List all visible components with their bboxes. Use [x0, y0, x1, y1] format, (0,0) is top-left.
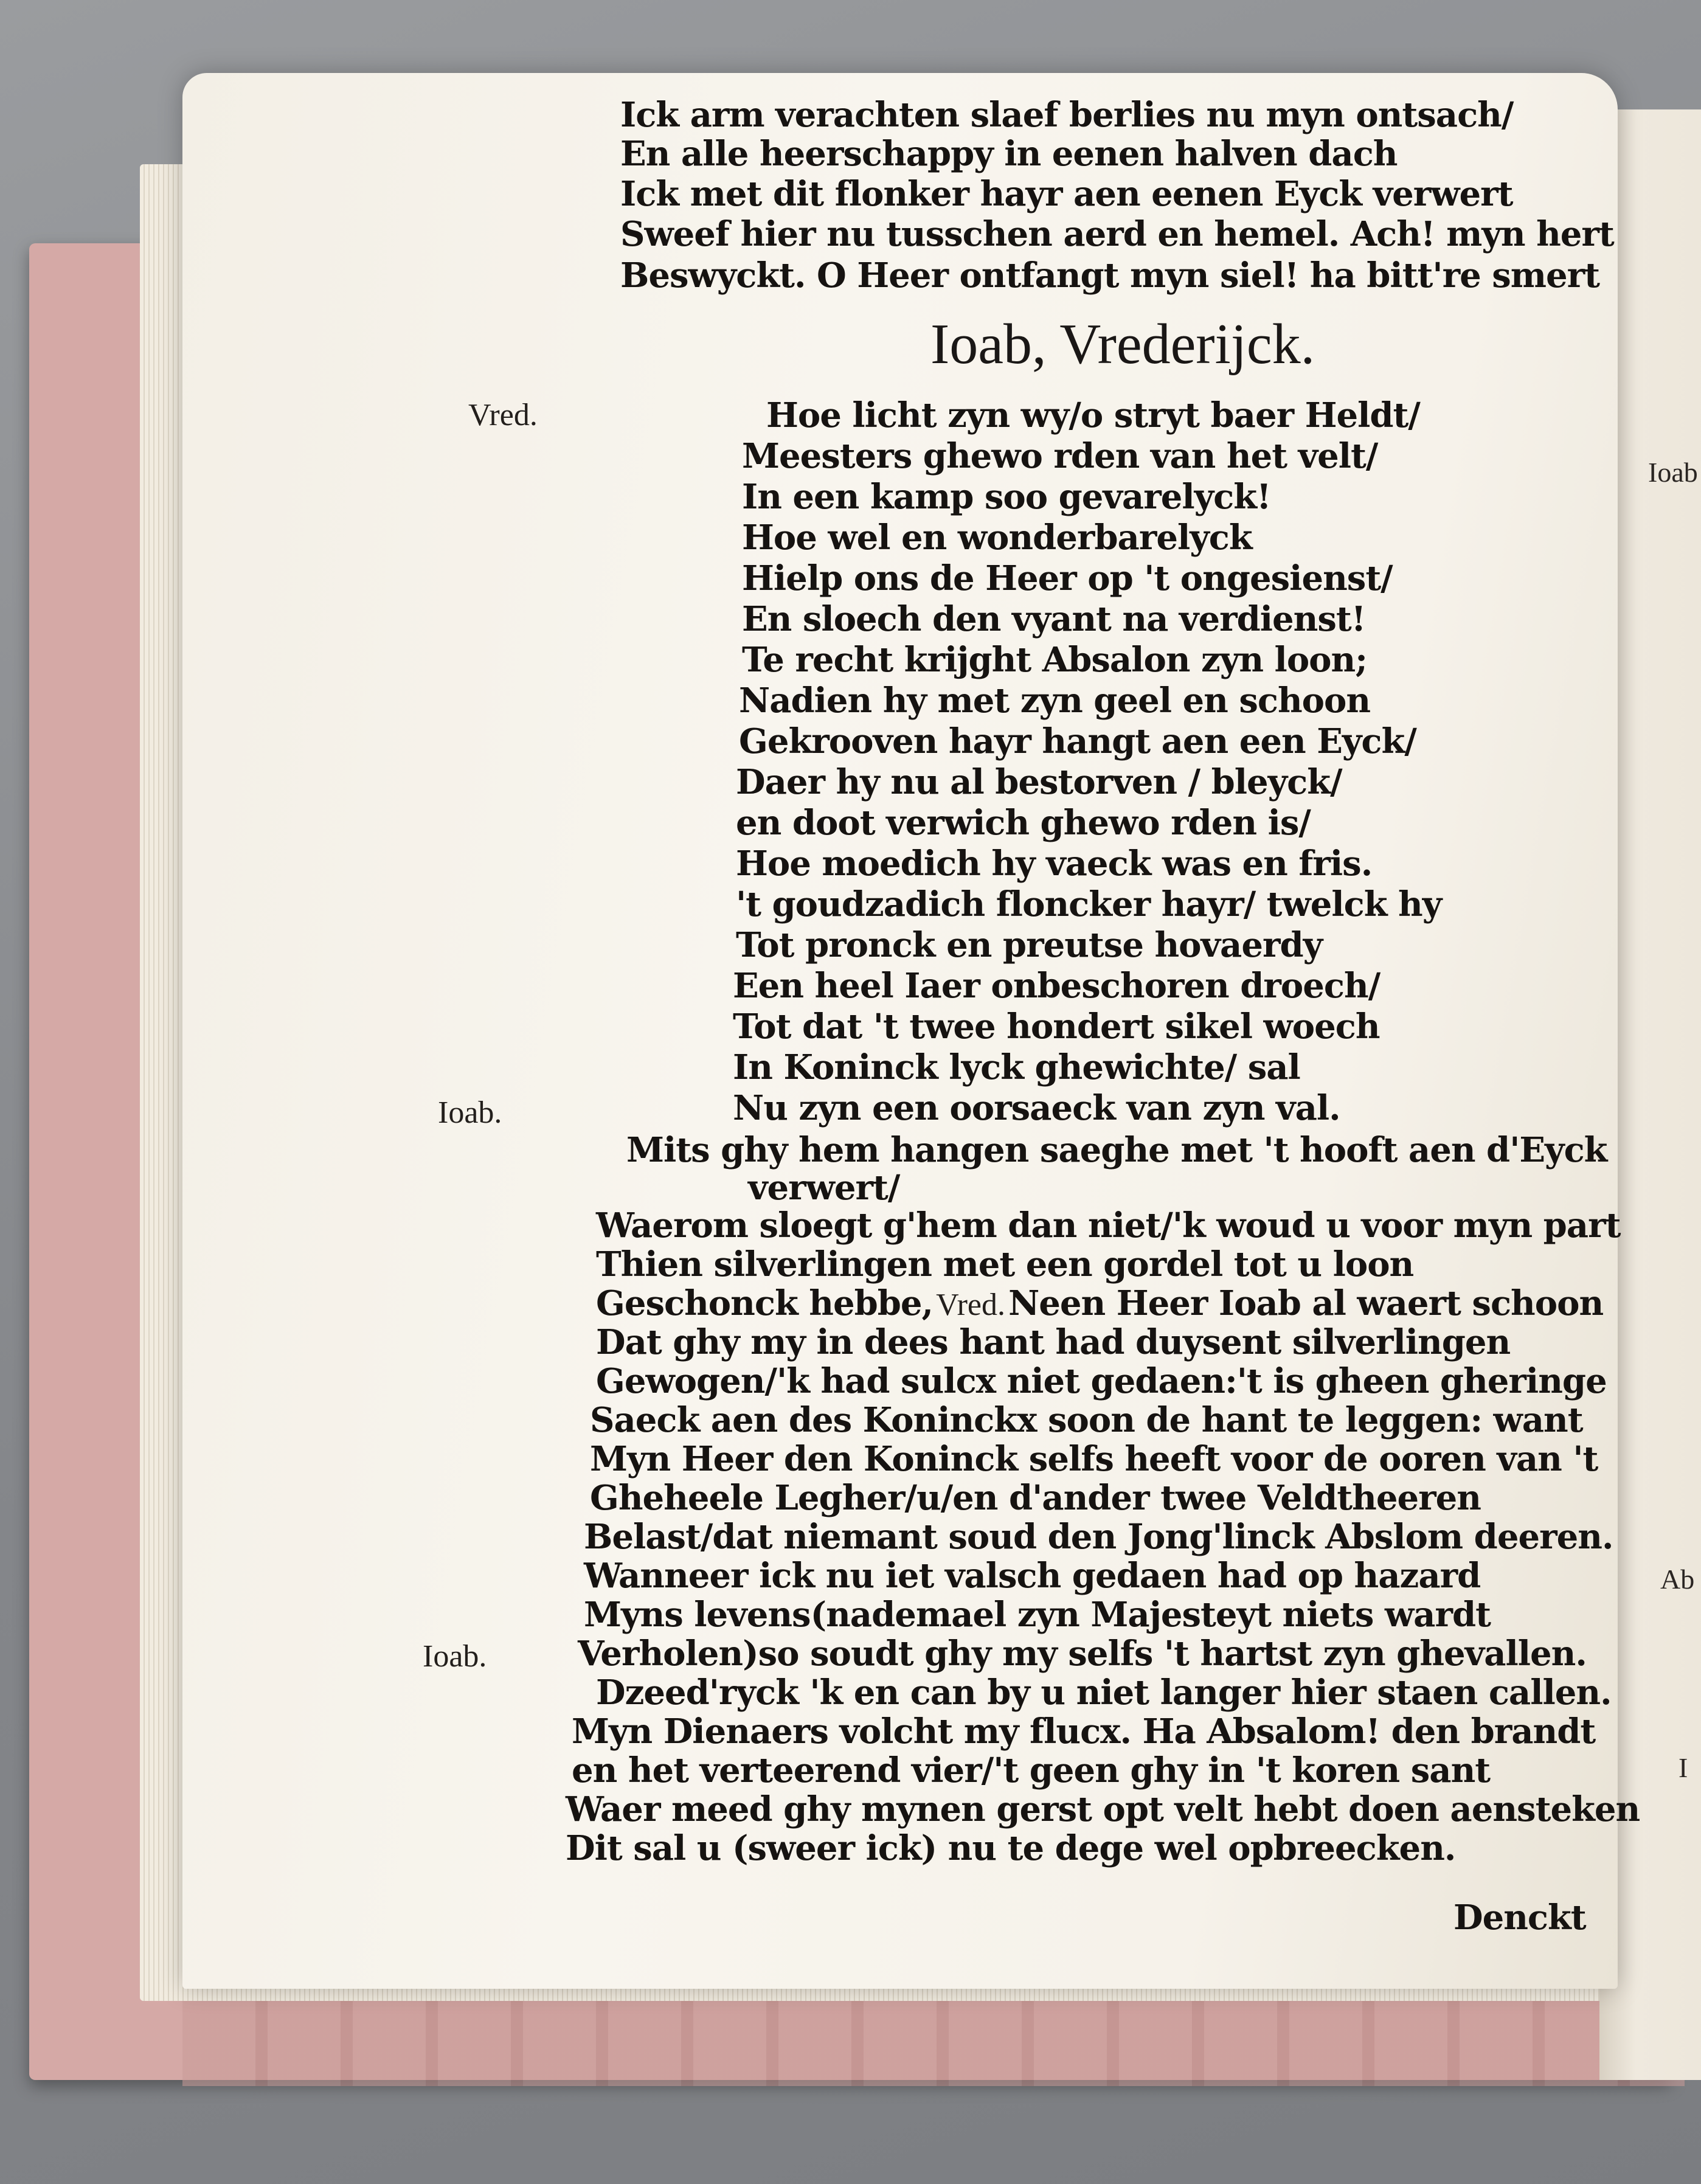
opening-verse-line: Sweef hier nu tusschen aerd en hemel. Ach! myn hert [620, 214, 1614, 254]
ioab-verse-line: Waerom sloegt g'hem dan niet/'k woud u voor myn part [596, 1205, 1621, 1246]
vred-verse-line: Meesters ghewo rden van het velt/ [742, 436, 1378, 476]
vred-verse-line: In een kamp soo gevarelyck! [742, 477, 1271, 517]
ioab-verse-line: Mits ghy hem hangen saeghe met 't hooft aen d'Eyck [626, 1130, 1607, 1170]
opening-verse-line: Ick met dit flonker hayr aen eenen Eyck verwert [620, 174, 1513, 214]
ioab-verse-line: en het verteerend vier/'t geen ghy in 't koren sant [572, 1750, 1491, 1791]
speaker-label-ioab: Ioab. [423, 1639, 487, 1674]
vred-verse-line: en doot verwich ghewo rden is/ [736, 803, 1311, 843]
vred-reply-line: Dat ghy my in dees hant had duysent silverlingen [596, 1322, 1511, 1362]
ioab-verse-fragment: Geschonck hebbe, [596, 1283, 934, 1323]
vred-reply-fragment: Neen Heer Ioab al waert schoon [1008, 1283, 1604, 1323]
vred-reply-line: Gewogen/'k had sulcx niet gedaen:'t is gheen gheringe [596, 1361, 1607, 1401]
book-page [182, 73, 1640, 1989]
vred-verse-line: Nadien hy met zyn geel en schoon [739, 681, 1371, 721]
ioab-verse-line: Dzeed'ryck 'k en can by u niet langer hier staen callen. [596, 1673, 1612, 1713]
vred-verse-line: Gekrooven hayr hangt aen een Eyck/ [739, 721, 1416, 761]
vred-verse-line: Nu zyn een oorsaeck van zyn val. [733, 1088, 1340, 1128]
ioab-verse-line: Dit sal u (sweer ick) nu te dege wel opbreecken. [566, 1828, 1456, 1868]
vred-verse-line: Hielp ons de Heer op 't ongesienst/ [742, 558, 1393, 598]
vred-verse-line: Tot dat 't twee hondert sikel woech [733, 1007, 1380, 1047]
vred-verse-line: 't goudzadich floncker hayr/ twelck hy [736, 884, 1442, 924]
vred-verse-line: Een heel Iaer onbeschoren droech/ [733, 966, 1381, 1006]
vred-verse-line: Te recht krijght Absalon zyn loon; [742, 640, 1367, 680]
vred-reply-line: Saeck aen des Koninckx soon de hant te leggen: want [590, 1400, 1583, 1440]
vred-reply-line: Verholen)so soudt ghy my selfs 't hartst zyn ghevallen. [578, 1634, 1587, 1674]
opening-verse-line: Beswyckt. O Heer ontfangt myn siel! ha bitt're smert [620, 255, 1599, 296]
vred-verse-line: Hoe licht zyn wy/o stryt baer Heldt/ [766, 395, 1420, 435]
ioab-verse-line: Waer meed ghy mynen gerst opt velt hebt doen aensteken [566, 1789, 1640, 1829]
vred-reply-line: Myn Heer den Koninck selfs heeft voor de ooren van 't [590, 1439, 1598, 1479]
vred-reply-line: Myns levens(nademael zyn Majesteyt niets wardt [584, 1595, 1491, 1635]
vred-reply-line: Wanneer ick nu iet valsch gedaen had op hazard [584, 1556, 1481, 1596]
speaker-label-vred: Vred. [468, 398, 538, 432]
vred-verse-line: En sloech den vyant na verdienst! [742, 599, 1366, 639]
ioab-verse-line: verwert/ [748, 1168, 900, 1208]
speaker-label-vred-inline: Vred. [936, 1288, 1005, 1322]
ioab-verse-line: Myn Dienaers volcht my flucx. Ha Absalom! den brandt [572, 1711, 1596, 1752]
vred-reply-line: Gheheele Legher/u/en d'ander twee Veldtheeren [590, 1478, 1481, 1518]
vred-reply-line: Belast/dat niemant soud den Jong'linck Abslom deeren. [584, 1517, 1613, 1557]
vred-verse-line: Hoe moedich hy vaeck was en fris. [736, 844, 1373, 884]
vred-verse-line: Daer hy nu al bestorven / bleyck/ [736, 762, 1342, 802]
scene-heading: Ioab, Vrederijck. [930, 313, 1315, 376]
opening-verse-line: En alle heerschappy in eenen halven dach [620, 134, 1398, 174]
ioab-verse-line-with-vred-reply [596, 1283, 1603, 1323]
facing-page-fragment-lower: I [1678, 1752, 1688, 1783]
ioab-verse-line: Thien silverlingen met een gordel tot u loon [596, 1244, 1414, 1284]
vred-verse-line: In Koninck lyck ghewichte/ sal [733, 1047, 1300, 1087]
speaker-label-ioab: Ioab. [438, 1095, 502, 1130]
catchword: Denckt [1453, 1898, 1586, 1938]
opening-verse-line: Ick arm verachten slaef berlies nu myn ontsach/ [620, 95, 1514, 135]
facing-page-fragment-middle: Ab [1660, 1564, 1695, 1595]
vred-verse-line: Tot pronck en preutse hovaerdy [736, 925, 1323, 965]
vred-verse-line: Hoe wel en wonderbarelyck [742, 518, 1252, 558]
facing-page-fragment-top: Ioab [1648, 457, 1698, 488]
